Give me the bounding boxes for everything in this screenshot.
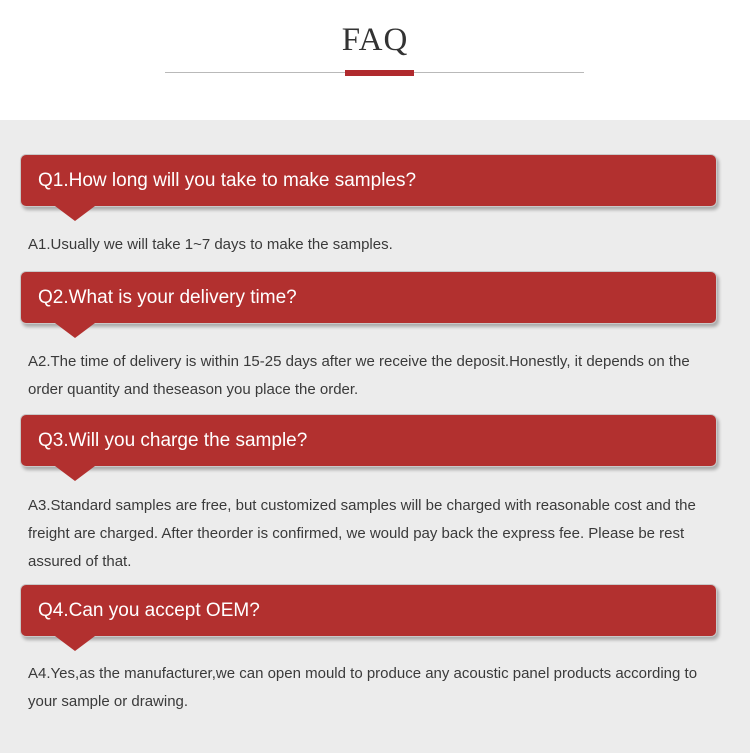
page-title: FAQ: [341, 22, 409, 58]
title-accent-bar: [345, 70, 414, 76]
question-bar-4: [20, 584, 717, 637]
question-bar-3: [20, 414, 717, 467]
answer-text-2: A2.The time of delivery is within 15-25 days after we receive the deposit.Honestly, it depends on the order quantity and theseason you place the order.: [28, 353, 690, 398]
question-text-4: Q4.Can you accept OEM?: [38, 600, 260, 621]
faq-list: [0, 120, 750, 753]
answer-text-3: A3.Standard samples are free, but customized samples will be charged with reasonable cost and the freight are charged. After theorder is confirmed, we would pay back the express fee. Please be rest assured of that.: [28, 497, 696, 570]
question-text-3: Q3.Will you charge the sample?: [38, 430, 308, 451]
answer-text-4: A4.Yes,as the manufacturer,we can open mould to produce any acoustic panel products according to your sample or drawing.: [28, 665, 698, 710]
question-text-1: Q1.How long will you take to make samples?: [38, 170, 417, 191]
question-bar-1: [20, 154, 717, 207]
answer-text-1: A1.Usually we will take 1~7 days to make the samples.: [28, 236, 393, 253]
question-bar-2: [20, 271, 717, 324]
question-text-2: Q2.What is your delivery time?: [38, 287, 297, 308]
faq-header: [0, 0, 750, 120]
